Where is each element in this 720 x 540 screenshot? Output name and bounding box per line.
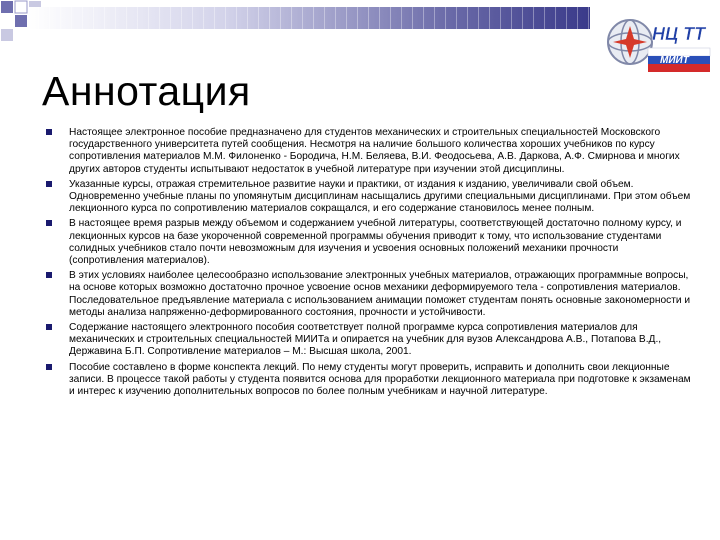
list-item-text: Содержание настоящего электронного пособия соответствует полной программе курса сопротивления материалов для механических и строительных специальностей МИИТа и опирается на учебник для вузов Александрова А.В., Потапова В.Д., Державина Б.П. Сопротивление материалов – М.: Высшая школа, 2001. bbox=[69, 322, 662, 358]
list-item-text: В этих условиях наиболее целесообразно использование электронных учебных материалов, отражающих программные вопросы, на основе которых возможно достаточно прочное усвоение основ механики деформируемого тела - сопротивления материалов. Последовательное предъявление материала с использованием анимации поможет студентам понять основные закономерности и методы анализа напряженно-деформированного состояния, прочности и устойчивости. bbox=[69, 270, 691, 318]
list-item-text: В настоящее время разрыв между объемом и содержанием учебной литературы, соответствующей достаточно полному курсу, и лекционных курсов на базе укороченной современной программы обучения приводит к тому, что использование студентами солидных учебников стало почти невозможным для изучения и усвоения основных положений механики прочности (сопротивления материалов). bbox=[69, 218, 682, 267]
list-item bbox=[46, 179, 696, 216]
list-item-text: Пособие составлено в форме конспекта лекций. По нему студенты могут проверить, исправить и дополнить свои лекционные записи. В процессе такой работы у студента появится основа для проработки лекционного материала при подготовке к экзаменам и интерес к изучению дополнительных вопросов по более полным учебникам и научной литературе. bbox=[69, 361, 691, 398]
square-bullet-icon bbox=[46, 324, 52, 330]
list-item bbox=[46, 362, 696, 399]
square-bullet-icon bbox=[46, 181, 52, 187]
logo bbox=[604, 6, 716, 78]
list-item bbox=[46, 322, 696, 359]
square-bullet-icon bbox=[46, 220, 52, 226]
logo-globe-icon bbox=[608, 20, 652, 64]
square-bullet-icon bbox=[46, 129, 52, 135]
header-bar-stripes bbox=[28, 7, 590, 29]
list-item bbox=[46, 270, 696, 319]
annotation-list bbox=[46, 127, 696, 401]
logo-sub-text: МИИТ bbox=[660, 55, 689, 66]
square-bullet-icon bbox=[46, 364, 52, 370]
list-item-text: Настоящее электронное пособие предназначено для студентов механических и строительных специальностей Московского государственного университета путей сообщения. Несмотря на наличие большого количества хороших учебников по курсу сопротивления материалов М.М. Филоненко - Бородича, Н.М. Беляева, В.И. Феодосьева, А.В. Даркова, А.Ф. Смирнова и многих других авторов студенты испытывают недостаток в учебной литературе при изучении этой дисциплины. bbox=[69, 127, 680, 175]
list-item bbox=[46, 127, 696, 176]
square-bullet-icon bbox=[46, 272, 52, 278]
page-title: Аннотация bbox=[42, 68, 251, 114]
logo-main-text: НЦ ТТ bbox=[652, 24, 706, 44]
list-item bbox=[46, 218, 696, 267]
list-item-text: Указанные курсы, отражая стремительное развитие науки и практики, от издания к изданию, увеличивали свой объем. Одновременно учебные планы по упомянутым дисциплинам насыщались другими специальными дисциплинами. При этом объем лекционного курса по сопротивлению материалов сокращался, и его содержание становилось менее полным. bbox=[69, 178, 691, 215]
